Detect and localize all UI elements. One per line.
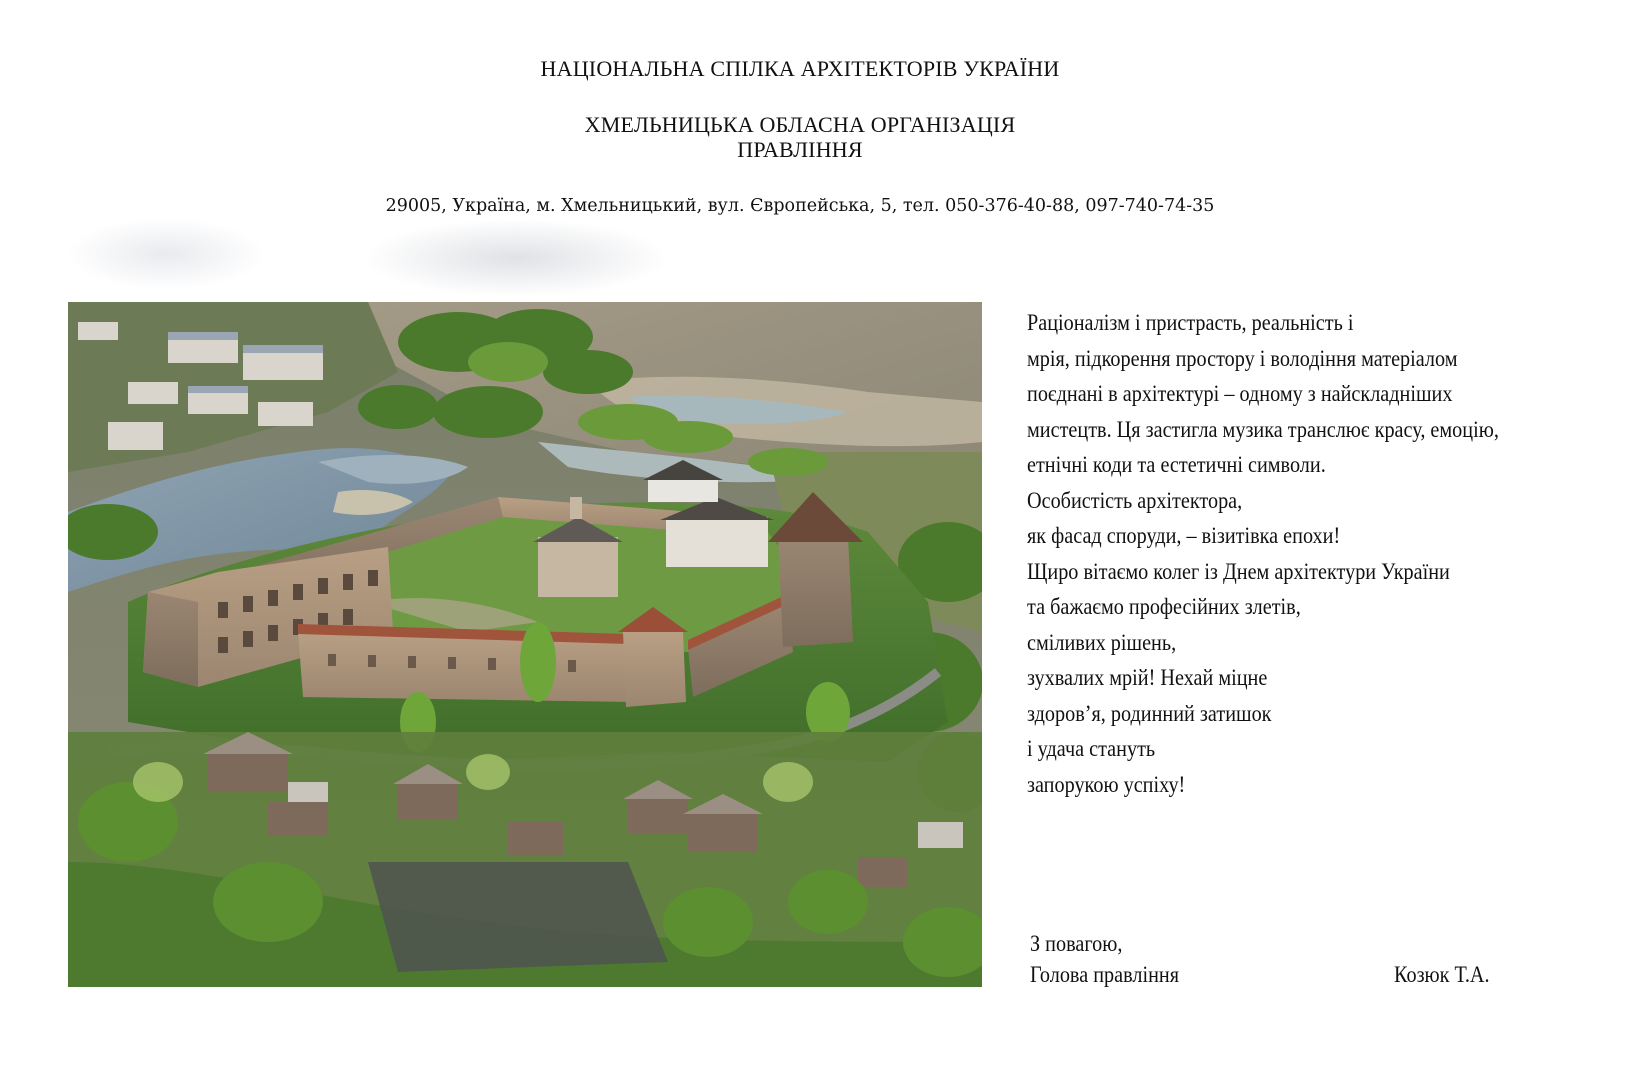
greeting-line: сміливих рішень, [1027, 629, 1177, 656]
greeting-line: етнічні коди та естетичні символи. [1027, 452, 1326, 478]
national-union-heading: НАЦІОНАЛЬНА СПІЛКА АРХІТЕКТОРІВ УКРАЇНИ [540, 56, 1060, 81]
greeting-line: поєднані в архітектурі – одному з найскладніших [1027, 381, 1453, 407]
signer-name: Козюк Т.А. [1394, 962, 1490, 988]
greeting-line: зухвалих мрій! Нехай міцне [1027, 665, 1268, 691]
greeting-line: як фасад споруди, – візитівка епохи! [1027, 523, 1341, 549]
greeting-line: Раціоналізм і пристрасть, реальність і [1027, 310, 1354, 336]
greeting-line: Щиро вітаємо колег із Днем архітектури України [1027, 558, 1450, 585]
organization-address: 29005, Україна, м. Хмельницький, вул. Європейська, 5, тел. 050-376-40-88, 097-740-74-35 [385, 196, 1215, 216]
greeting-line: здоров’я, родинний затишок [1027, 700, 1272, 727]
signer-position: Голова правління [1030, 962, 1180, 988]
greeting-line: мистецтв. Ця застигла музика транслює красу, емоцію, [1027, 416, 1499, 443]
castle-photo [68, 302, 982, 987]
regional-organization-heading [0, 112, 1600, 162]
greeting-line: Особистість архітектора, [1027, 487, 1243, 514]
greeting-line: мрія, підкорення простору і володіння матеріалом [1027, 345, 1458, 372]
board-heading: ПРАВЛІННЯ [737, 137, 863, 162]
closing-phrase: З повагою, [1030, 931, 1123, 957]
greeting-line: та бажаємо професійних злетів, [1027, 594, 1301, 620]
greeting-text [1027, 306, 1534, 803]
castle-photo-illustration [68, 302, 982, 987]
regional-organization-name: ХМЕЛЬНИЦЬКА ОБЛАСНА ОРГАНІЗАЦІЯ [584, 112, 1016, 137]
greeting-line: запорукою успіху! [1027, 771, 1186, 798]
faded-stamp [66, 218, 686, 298]
greeting-line: і удача стануть [1027, 736, 1156, 762]
